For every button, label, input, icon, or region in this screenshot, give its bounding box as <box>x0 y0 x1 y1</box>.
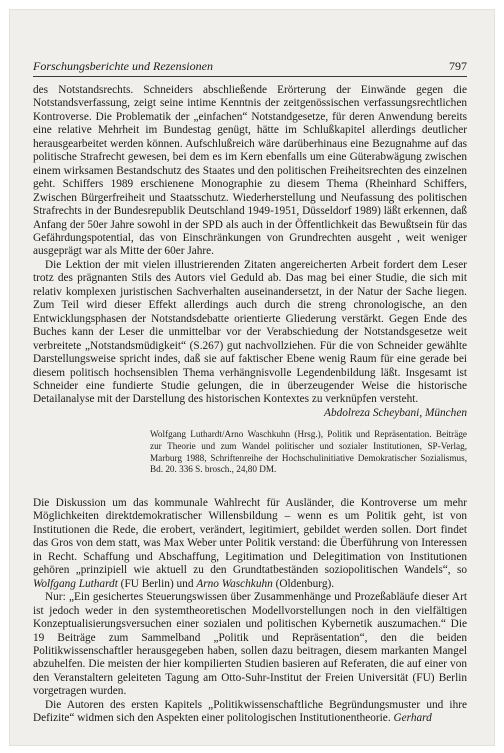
book-page <box>9 9 495 746</box>
review2-paragraph-1-end: (Oldenburg). <box>272 577 335 590</box>
page-number: 797 <box>449 59 467 73</box>
review2-paragraph-3-text: Die Autoren des ersten Kapitels „Politikwissenschaftliche Begründungsmuster und ihre Defizite“ widmen sich den Aspekten einer politologischen Institutionentheorie. <box>33 698 467 725</box>
author-name-gerhard: Gerhard <box>393 712 432 725</box>
review1-paragraph-2-text: Die Lektion der mit vielen illustrierenden Zitaten angereicherten Arbeit fordert dem Leser trotz des prägnanten Stils des Autors viel Geduld ab. Das mag bei einer Studie, die sich mit relativ komplexen juristischen Sachverhalten auseinandersetzt, in der Natur der Sache liegen. Zum Teil wird dieser Effekt allerdings auch durch die streng chronologische, an den Entwicklungsphasen der Notstandsdebatte orientierte Gliederung verstärkt. Gegen Ende des Buches kann der Leser die unmittelbar vor der Verabschiedung der Notstandsgesetze weit verbreitete „Notstandsmüdigkeit“ (S.267) gut nachvollziehen. Für die von Schneider gewählte Darstellungsweise spricht indes, daß sie auf faktischer Ebene wenig Raum für eine gerade bei diesem politisch hochsensiblen Thema verhängnisvolle Legendenbildung läßt. Insgesamt ist Schneider eine fundierte Studie gelungen, die in überzeugender Weise die historische Detailanalyse mit der Darstellung des historischen Kontextes zu verknüpfen versteht. <box>33 258 467 406</box>
editor-name-1: Wolfgang Luthardt <box>33 577 118 590</box>
header-rule <box>33 76 467 77</box>
section-title: Forschungsberichte und Rezensionen <box>33 59 213 73</box>
review2-paragraph-3 <box>33 699 467 726</box>
book-citation: Wolfgang Luthardt/Arno Waschkuhn (Hrsg.), Politik und Repräsentation. Beiträge zur Theorie und zum Wandel politischer und sozialer Institutionen, SP-Verlag, Marburg 1988, Schriftenreihe der Hochschulinitiative Demokratischer Sozialismus, Bd. 20. 336 S. brosch., 24,80 DM. <box>150 429 467 475</box>
review2-paragraph-1-mid: (FU Berlin) und <box>117 577 197 590</box>
review2-paragraph-1-text: Die Diskussion um das kommunale Wahlrecht für Ausländer, die Kontroverse um mehr Möglichkeiten direktdemokratischer Willensbildung – wenn es um Politik geht, ist von Institutionen die Rede, die erobert, verändert, legitimiert, gebildet werden sollen. Dort findet das Gros von dem statt, was Max Weber unter Politik verstand: die Überführung von Interessen in Recht. Schaffung und Abschaffung, Legitimation und Delegitimation von Institutionen gehören „prinzipiell wie aktuell zu den Grundtatbeständen soziopolitischen Wandels“, so <box>33 497 467 577</box>
review-scheybani <box>33 84 467 420</box>
editor-name-2: Arno Waschkuhn <box>196 577 273 590</box>
review-luthardt-waschkuhn <box>33 497 467 726</box>
reviewer-signature: Abdolreza Scheybani, München <box>324 406 467 419</box>
review2-paragraph-2: Nur: „Ein gesichertes Steuerungswissen über Zusammenhänge und Prozeßabläufe dieser Art ist jedoch weder in den systemtheoretischen Modellvorstellungen noch in den vielfältigen Konzeptualisierungsversuchen einer sozialen und politischen Kybernetik auszumachen.“ Die 19 Beiträge zum Sammelband „Politik und Repräsentation“, den die beiden Politikwissenschaftler herausgegeben haben, sollen dazu beitragen, diesem markanten Mangel abzuhelfen. Die meisten der hier kompilierten Studien basieren auf Referaten, die auf einer von den Veranstaltern geleiteten Tagung am Otto-Suhr-Institut der Freien Universität (FU) Berlin vorgetragen wurden. <box>33 591 467 698</box>
running-header <box>33 59 467 74</box>
review1-paragraph-2 <box>33 258 467 419</box>
review2-paragraph-1 <box>33 497 467 591</box>
review1-paragraph-1: des Notstandsrechts. Schneiders abschließende Erörterung der Einwände gegen die Notstandsverfassung, zeigt seine intime Kenntnis der zeitgenössischen verfassungsrechtlichen Kontroverse. Die Problematik der „einfachen“ Notstandgesetze, für deren Anwendung bereits eine relative Mehrheit im Bundestag genügt, hätte im Schlußkapitel allerdings deutlicher herausgearbeitet werden können. Aufschlußreich wäre darüberhinaus eine Bezugnahme auf das politische Strafrecht gewesen, bei dem es im Kern ebenfalls um eine Güterabwägung zwischen einem wirksamen Bestandschutz des Staates und den politischen Freiheitsrechten des einzelnen geht. Schiffers 1989 erschienene Monographie zu diesem Thema (Rheinhard Schiffers, Zwischen Bürgerfreiheit und Staatsschutz. Wiederherstellung und Neufassung des politischen Strafrechts in der Bundesrepublik Deutschland 1949-1951, Düsseldorf 1989) läßt erkennen, daß Anfang der 50er Jahre sowohl in der SPD als auch in der Öffentlichkeit das Bewußtsein für das Gefährdungspotential, das von Einschränkungen von Grundrechten ausgeht , weit weniger ausgeprägt war als Mitte der 60er Jahre. <box>33 84 467 258</box>
